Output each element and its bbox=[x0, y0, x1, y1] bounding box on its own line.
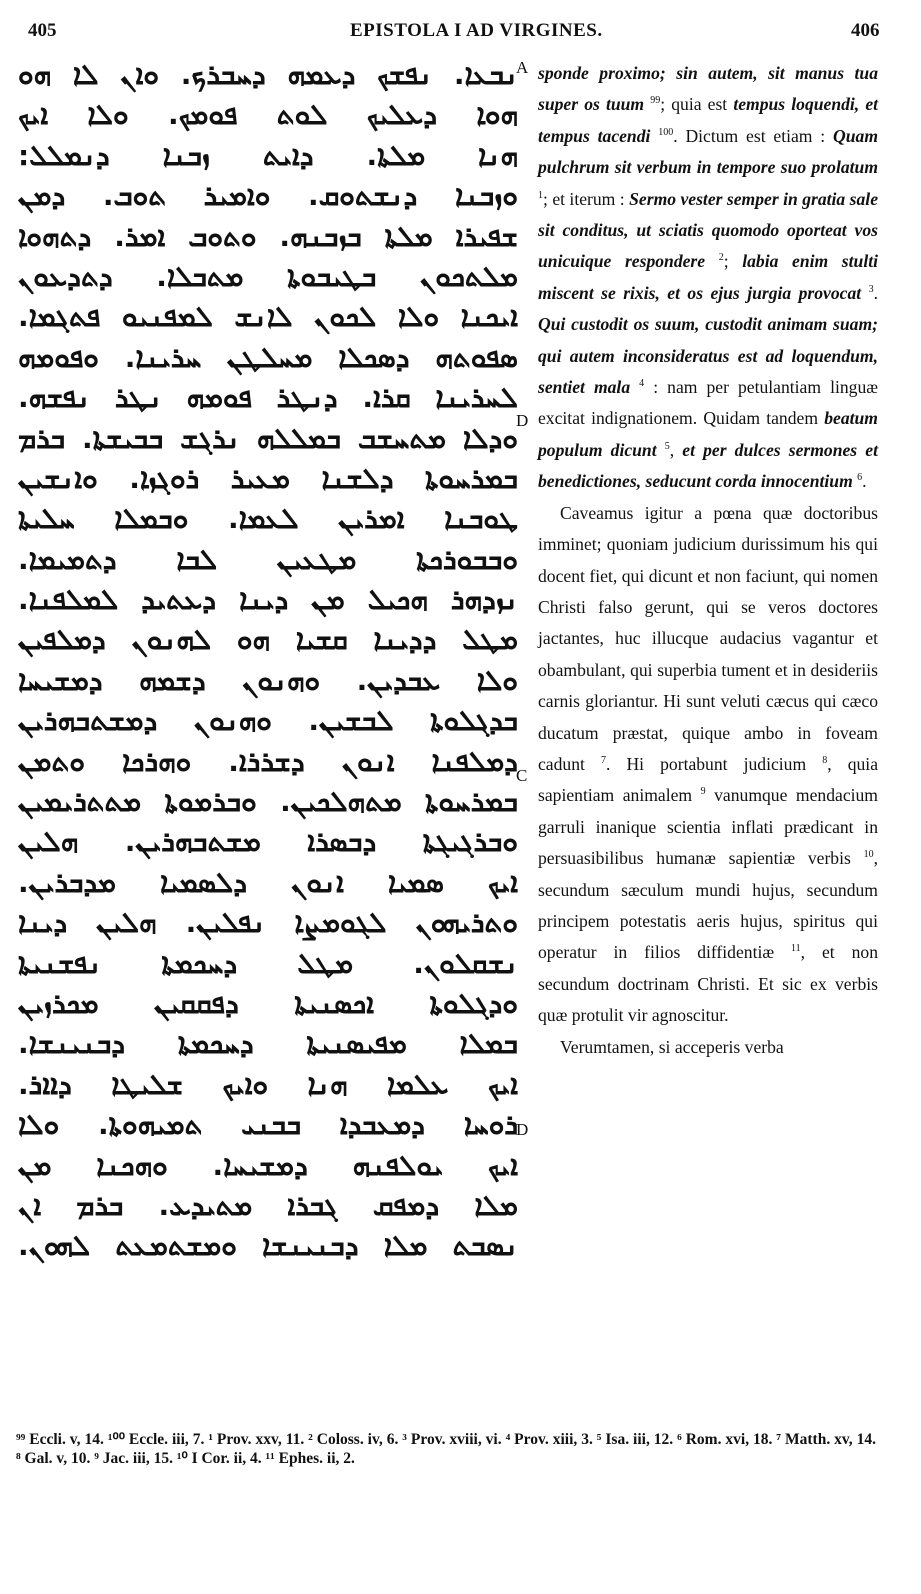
syriac-line: ܘܒܒܘܪܟܬܐ ܡܛܥܝܢ ܠܒܐ ܕܬܡܝܡܐ. bbox=[18, 542, 518, 576]
syriac-column bbox=[18, 55, 518, 1267]
syriac-line: ܐܝܟܢܐ ܘܠܐ ܠܟܘܢ ܠܐܢܫ ܠܡܦܢܝܘ ܦܬܓܡܐ. bbox=[18, 300, 518, 334]
syriac-line: ܘܙܒܢܐ ܕܢܫܬܘܩ. ܘܐܡܝܪ ܬܘܒ. ܕܡܢ bbox=[18, 179, 518, 213]
syriac-line: ܡܛܠ ܕܕܝܢܐ ܩܫܝܐ ܗܘ ܠܗܢܘܢ ܕܡܠܦܝܢ bbox=[18, 623, 518, 657]
syriac-line: ܐܝܟ ܣܡܝܐ ܐܢܘܢ ܕܠܣܡܝܐ ܡܕܒܪܝܢ. bbox=[18, 865, 518, 899]
page-number-right: 406 bbox=[851, 20, 880, 41]
footnotes: ⁹⁹ Eccli. v, 14. ¹⁰⁰ Eccle. iii, 7. ¹ Prov. xxv, 11. ² Coloss. iv, 6. ³ Prov. xviii, vi. ⁴ Prov. xiii, 3. ⁵ Isa. iii, 12. ⁶ Rom. xvi, 18. ⁷ Matth. xv, 14. ⁸ Gal. v, 10. ⁹ Jac. iii, 15. ¹⁰ I Cor. ii, 4. ¹¹ Ephes. ii, 2. bbox=[16, 1431, 876, 1467]
running-title: EPISTOLA I AD VIRGINES. bbox=[350, 20, 603, 41]
syriac-line: ܐܝܟ ܥܠܡܐ ܗܢܐ ܘܐܝܟ ܫܠܝܛܐ ܕܐܐܪ. bbox=[18, 1067, 518, 1101]
syriac-line: ܘܠܐ ܥܒܕܝܢ. ܘܗܢܘܢ ܕܫܡܗ ܕܡܫܝܚܐ bbox=[18, 663, 518, 697]
latin-paragraph-2: Caveamus igitur a pœna quæ doctoribus imminet; quoniam judicium durissimum his qui docent fiet, qui dicunt et non faciunt, qui nomen Christi falso gerunt, qui se veros doctores jactantes, huc illucque audacius vagantur et obambulant, qui superbia tument et in desideriis carnis gloriantur. Hi sunt veluti cæcus qui cæco ducatum præstat, quique ambo in foveam cadunt $^7$. Hi portabunt judicium $^8$, quia sapientiam animalem $^9$ vanumque mendacium garruli inanique scientia inflati prædicant in persuasibilibus humanæ sapientiæ verbis $^{10}$, secundum sæculum mundi hujus, secundum principem potestatis aeris hujus, spiritus qui operatur in filios diffidentiæ $^{11}$, et non secundum doctrinam Christi. Et sic ex verbis quæ protulit vir agnoscitur. bbox=[538, 502, 879, 1026]
margin-marker-a: A bbox=[516, 58, 529, 77]
syriac-line: ܗܢܐ ܡܠܬܐ. ܕܐܝܬ ܙܒܢܐ ܕܢܡܠܠ: bbox=[18, 138, 518, 172]
syriac-line: ܣܦܘܬܗ ܕܣܟܠܐ ܡܚܠܛܢ ܚܪܝܢܐ. ܘܦܘܡܗ bbox=[18, 340, 518, 374]
syriac-line: ܒܡܪܚܘܬܐ ܡܬܗܠܟܝܢ. ܘܒܪܡܘܬܐ ܡܬܬܪܝܡܝܢ bbox=[18, 785, 518, 819]
syriac-line: ܢܒܥܐ. ܢܦܫܟ ܕܥܡܗ ܕܚܒܪܟ. ܘܐܢ ܠܐ ܗܘ bbox=[18, 58, 518, 91]
latin-column bbox=[538, 58, 878, 1063]
syriac-line: ܘܕܓܠܘܬܐ ܐܟܣܢܝܬܐ ܕܦܩܩܝܢ ܡܟܪܙܝܢ bbox=[18, 986, 518, 1020]
margin-marker-d-lower: D bbox=[516, 1120, 529, 1139]
syriac-line: ܡܠܬܟܘܢ ܒܛܝܒܘܬܐ ܡܬܒܠܐ. ܕܬܕܥܘܢ bbox=[18, 259, 518, 293]
syriac-line: ܘܒܪܓܝܓܬܐ ܕܒܣܪܐ ܡܫܬܒܗܪܝܢ. ܗܠܝܢ bbox=[18, 825, 518, 859]
latin-paragraph-1: sponde proximo; sin autem, sit manus tua super os tuum $^{99}$; quia est tempus loquendi, et tempus tacendi $^{100}$. Dictum est etiam : Quam pulchrum sit verbum in tempore suo prolatum $^1$; et iterum : Sermo vester semper in gratia sale sit conditus, ut sciatis quomodo oporteat vos unicuique respondere $^2$; labia enim stulti miscent se rixis, et os ejus jurgia provocat $^3$. Qui custodit os suum, custodit animam suam; qui autem inconsideratus est ad loquendum, sentiet mala $^4$ : nam per petulantiam linguæ excitat indignationem. Quidam tandem beatum populum dicunt $^5$, et per dulces sermones et benedictiones, seducunt corda innocentium $^6$. bbox=[538, 63, 879, 492]
syriac-line: ܢܙܕܗܪ ܗܟܝܠ ܡܢ ܕܝܢܐ ܕܥܬܝܕ ܠܡܠܦܢܐ. bbox=[18, 583, 518, 617]
syriac-line: ܛܘܒܢܐ ܐܡܪܝܢ ܠܥܡܐ. ܘܒܡܠܐ ܚܠܝܬܐ bbox=[18, 502, 518, 536]
syriac-line: ܗܘܐ ܕܥܠܝܟ ܠܘܬ ܦܘܡܟ. ܘܠܐ ܐܝܟ bbox=[18, 98, 518, 132]
syriac-line: ܠܚܪܝܢܐ ܩܪܐ. ܕܢܛܪ ܦܘܡܗ ܢܛܪ ܢܦܫܗ. bbox=[18, 381, 518, 415]
syriac-line: ܘܬܪܝܗܘܢ ܠܓܘܡܨܐ ܢܦܠܝܢ. ܗܠܝܢ ܕܝܢܐ bbox=[18, 906, 518, 940]
page-number-left: 405 bbox=[28, 20, 57, 41]
latin-paragraph-3: Verumtamen, si acceperis verba bbox=[560, 1036, 784, 1057]
syriac-line: ܕܡܠܦܢܐ ܐܢܘܢ ܕܫܪܪܐ. ܘܗܪܟܐ ܘܬܡܢ bbox=[18, 744, 518, 778]
syriac-line: ܡܠܐ ܕܡܦܩ ܓܒܪܐ ܡܬܝܕܥ. ܒܪܡ ܐܢ bbox=[18, 1188, 518, 1222]
margin-marker-d: D bbox=[516, 411, 529, 430]
syriac-line: ܒܕܓܠܘܬܐ ܠܒܫܝܢ. ܘܗܢܘܢ ܕܡܫܬܒܗܪܝܢ bbox=[18, 704, 518, 738]
syriac-line: ܫܦܝܪܐ ܡܠܬܐ ܒܙܒܢܗ. ܘܬܘܒ ܐܡܪ. ܕܬܗܘܐ bbox=[18, 219, 518, 253]
syriac-line: ܒܡܪܚܘܬܐ ܕܠܫܢܐ ܡܥܝܪ ܪܘܓܙܐ. ܘܐܢܫܝܢ bbox=[18, 461, 518, 495]
syriac-line: ܐܝܟ ܝܘܠܦܢܗ ܕܡܫܝܚܐ. ܘܗܟܢܐ ܡܢ bbox=[18, 1148, 518, 1182]
syriac-line: ܢܣܒܬ ܡܠܐ ܕܒܢܝܢܫܐ ܘܡܫܬܡܥܬ ܠܗܘܢ. bbox=[18, 1229, 518, 1263]
syriac-line: ܘܕܠܐ ܡܬܚܫܒ ܒܡܠܠܗ ܢܪܓܫ ܒܒܝܫܬܐ. ܒܪܡ bbox=[18, 421, 518, 455]
syriac-line: ܢܫܩܠܘܢ. ܡܛܠ ܕܚܟܡܬܐ ܢܦܫܢܝܬܐ bbox=[18, 946, 518, 980]
syriac-line: ܒܡܠܐ ܡܦܝܣܢܝܬܐ ܕܚܟܡܬܐ ܕܒܢܝܢܫܐ. bbox=[18, 1027, 518, 1061]
margin-marker-c: C bbox=[516, 766, 528, 785]
running-header bbox=[0, 14, 921, 44]
syriac-line: ܪܘܚܐ ܕܡܥܒܕܐ ܒܒܢܝ ܬܡܝܗܘܬܐ. ܘܠܐ bbox=[18, 1108, 518, 1142]
